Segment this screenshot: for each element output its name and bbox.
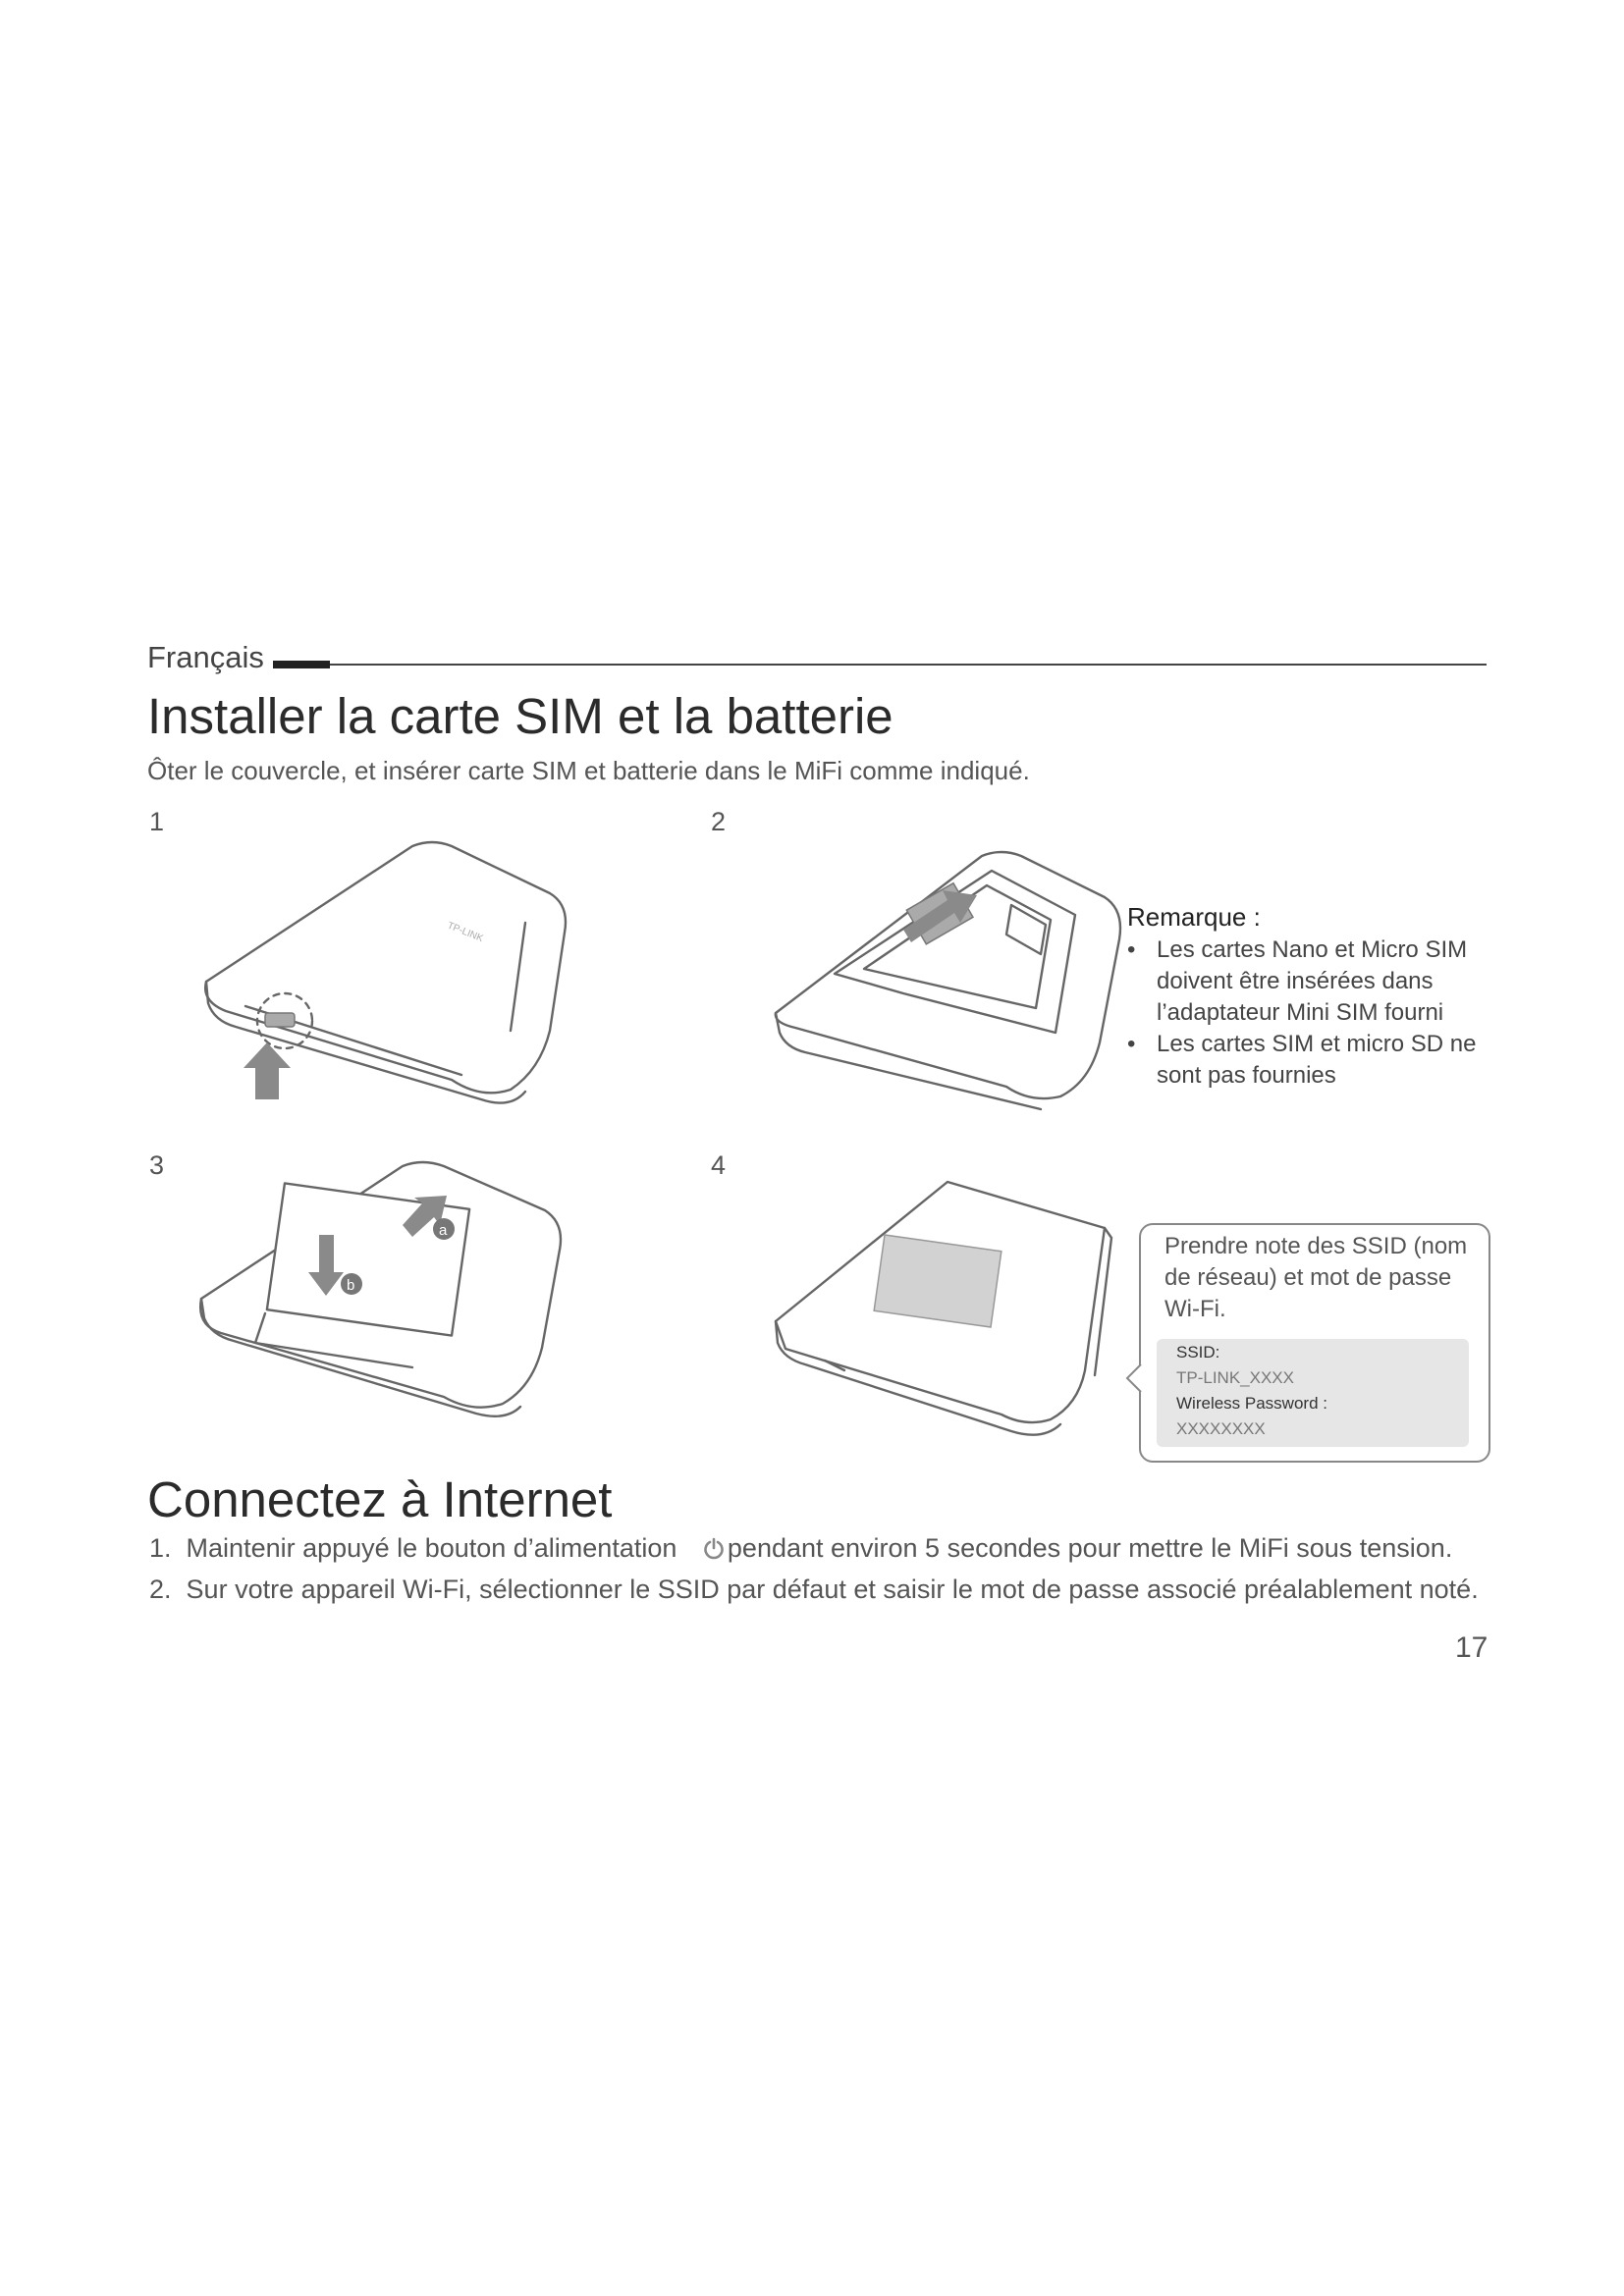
marker-a: a — [439, 1222, 448, 1239]
device-brand-text: TP-LINK — [445, 920, 485, 945]
power-icon — [702, 1537, 726, 1561]
page-number: 17 — [1455, 1631, 1489, 1664]
illustration-step-3 — [187, 1156, 599, 1421]
illustration-step-1 — [187, 834, 599, 1109]
note-item-text: Les cartes Nano et Micro SIM doivent être insérées dans l’adaptateur Mini SIM fourni — [1157, 936, 1468, 1026]
password-label: Wireless Password : — [1176, 1394, 1327, 1413]
list-number: 2. — [149, 1575, 172, 1604]
marker-b: b — [347, 1277, 355, 1294]
list-text: pendant environ 5 secondes pour mettre le MiFi sous tension. — [727, 1533, 1453, 1563]
step-number-4: 4 — [711, 1150, 727, 1180]
list-item — [149, 1575, 1479, 1605]
step-number-2: 2 — [711, 807, 727, 836]
password-value: XXXXXXXX — [1176, 1419, 1266, 1438]
note-box — [1127, 901, 1500, 1092]
section-title-connect: Connectez à Internet — [147, 1471, 613, 1527]
step-number-1: 1 — [149, 807, 165, 836]
note-item-text: Les cartes SIM et micro SD ne sont pas fournies — [1157, 1031, 1477, 1089]
list-item — [149, 1533, 1452, 1564]
illustration-step-4 — [766, 1174, 1110, 1449]
header-rule — [330, 664, 1487, 666]
language-label: Français — [147, 640, 264, 674]
ssid-label: SSID: — [1176, 1343, 1220, 1362]
note-title: Remarque : — [1127, 902, 1261, 932]
note-item: • Les cartes Nano et Micro SIM doivent être insérées dans l’adaptateur Mini SIM fourni — [1127, 936, 1468, 1026]
section-intro: Ôter le couvercle, et insérer carte SIM et batterie dans le MiFi comme indiqué. — [147, 756, 1030, 785]
section-title-install: Installer la carte SIM et la batterie — [147, 688, 893, 744]
list-number: 1. — [149, 1533, 172, 1563]
note-item: • Les cartes SIM et micro SD ne sont pas fournies — [1127, 1031, 1477, 1089]
callout-pointer — [1125, 1364, 1145, 1394]
callout-text: Prendre note des SSID (nom de réseau) et mot de passe Wi-Fi. — [1164, 1233, 1468, 1322]
list-text: Maintenir appuyé le bouton d’alimentation — [186, 1533, 677, 1563]
language-bar — [273, 661, 330, 668]
ssid-value: TP-LINK_XXXX — [1176, 1368, 1294, 1387]
list-text: Sur votre appareil Wi-Fi, sélectionner le SSID par défaut et saisir le mot de passe associé préalablement noté. — [186, 1575, 1479, 1604]
step-number-3: 3 — [149, 1150, 165, 1180]
illustration-step-2 — [766, 846, 1139, 1111]
